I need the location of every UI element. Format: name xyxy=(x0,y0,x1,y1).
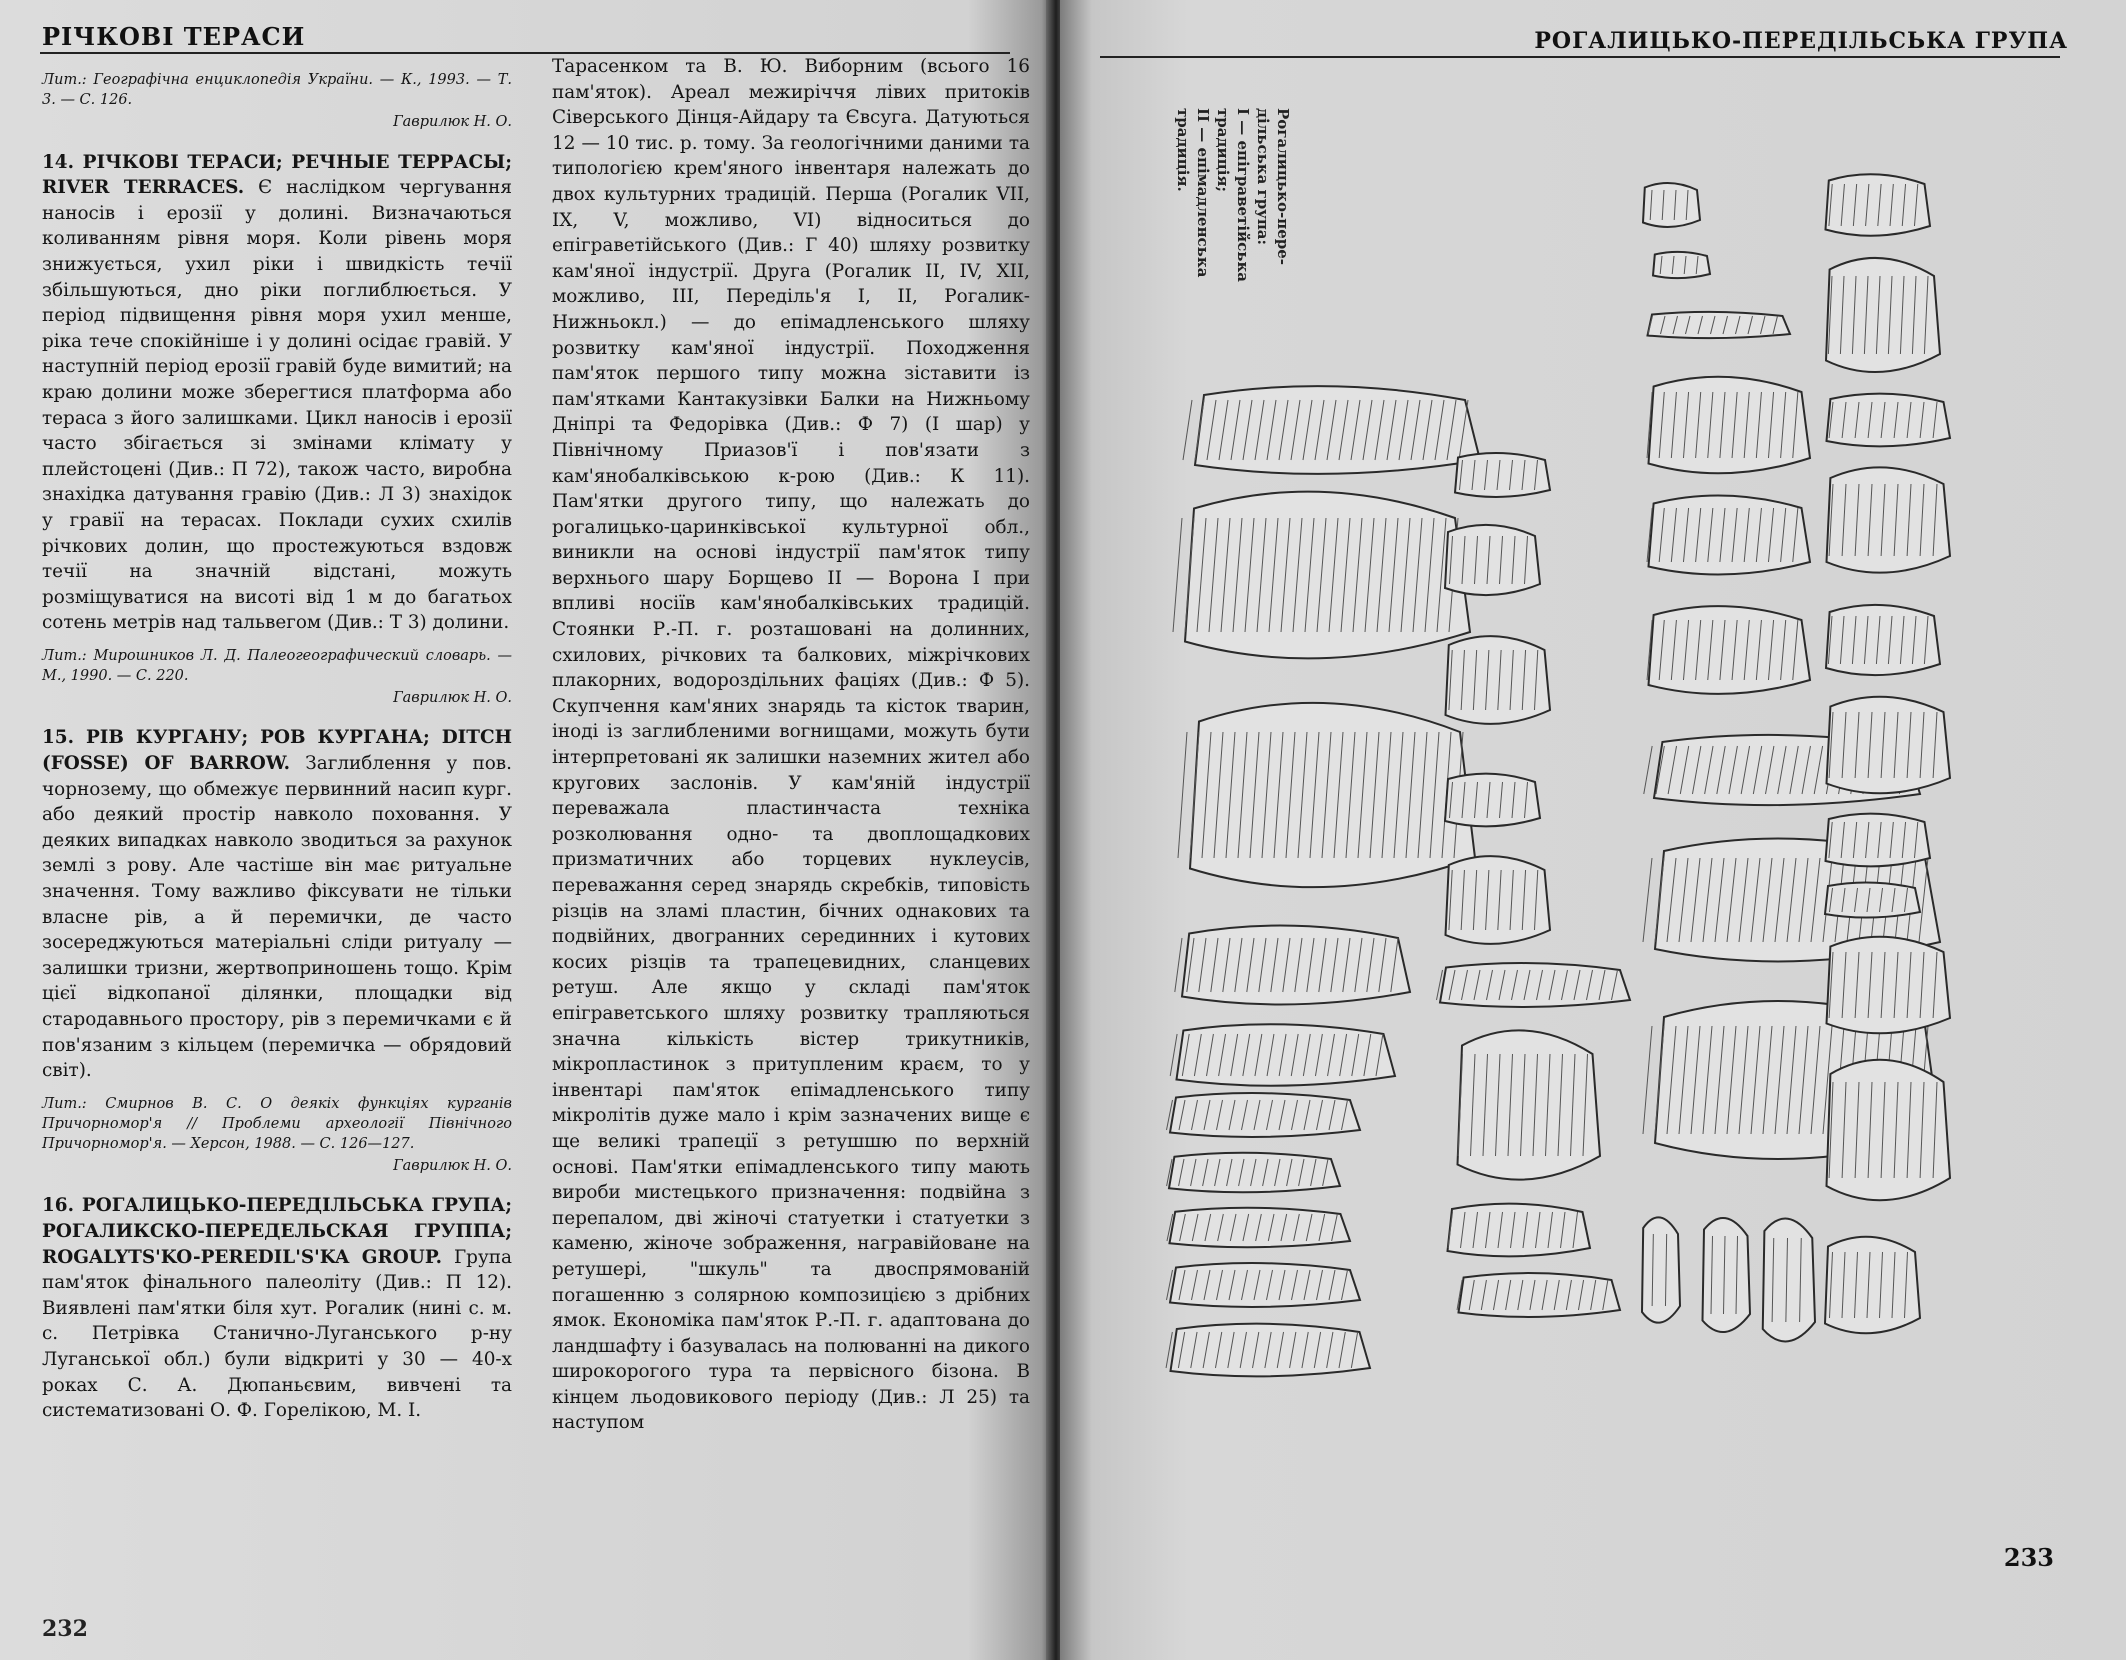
flint-tool-drawing xyxy=(1827,1060,1951,1200)
flint-tool-drawing xyxy=(1703,1218,1751,1332)
flint-tool-drawing xyxy=(1167,1153,1340,1193)
dictionary-entry xyxy=(42,150,512,636)
flint-tool-drawing xyxy=(1647,377,1810,474)
flint-tool-drawing xyxy=(1825,882,1920,917)
flint-tool-drawing xyxy=(1166,1324,1370,1377)
caption-line: дільська група: xyxy=(1254,108,1272,246)
dictionary-entry xyxy=(42,1193,512,1423)
flint-tool-drawing xyxy=(1827,467,1951,572)
entry-heading: 14. РІЧКОВІ ТЕРАСИ; РЕЧНЫЕ ТЕРРАСЫ; RIVER TERRACES. xyxy=(42,151,512,199)
flint-tool-drawing xyxy=(1653,252,1710,278)
page-number-right: 233 xyxy=(2003,1543,2054,1572)
flint-tool-drawing xyxy=(1175,926,1410,1005)
caption-line: традиція. xyxy=(1174,108,1192,192)
bibliography-note: Лит.: Географічна енциклопедія України. — К., 1993. — Т. 3. — С. 126. xyxy=(42,72,512,108)
flint-tool-drawing xyxy=(1825,1237,1920,1334)
flint-tool-drawing xyxy=(1458,1030,1601,1179)
dictionary-entry xyxy=(42,725,512,1083)
author-signature: Гаврилюк Н. О. xyxy=(393,689,512,706)
caption-line: традиція; xyxy=(1214,108,1232,193)
flint-tool-drawing xyxy=(1167,1263,1361,1307)
header-rule-right xyxy=(1100,56,2060,58)
author-signature: Гаврилюк Н. О. xyxy=(393,1157,512,1174)
flint-tool-drawing xyxy=(1647,496,1810,575)
entry-body: Заглиблення у пов. чорнозему, що обмежує первинний насип кург. або деякий простір навколо поховання. У деяких випадках навколо зводиться за рахунок землі з рову. Але частіше він має ритуальне значення. Тому важливо фіксувати не тільки власне рів, а й перемички, де часто зосереджуються матеріальні сліди ритуалу — залишки тризни, жертвоприношень тощо. Крім цієї відкопаної ділянки, площадки від стародавнього простору, рів з перемичками є й пов'язаним з кільцем (перемичка — обрядовий світ). xyxy=(42,753,512,1082)
flint-tool-drawing xyxy=(1827,937,1951,1034)
entry-heading: 16. РОГАЛИЦЬКО-ПЕРЕДІЛЬСЬКА ГРУПА; РОГАЛИКСКО-ПЕРЕДЕЛЬСКАЯ ГРУППА; ROGALYTS'KO-PEREDIL'S'KA GROUP. xyxy=(42,1195,512,1268)
running-head-right: РОГАЛИЦЬКО-ПЕРЕДІЛЬСЬКА ГРУПА xyxy=(1534,28,2068,54)
artifact-plate-illustration xyxy=(1120,130,2080,1450)
text-column-b xyxy=(552,54,1030,1442)
flint-tool-drawing xyxy=(1826,605,1940,675)
entry-body: Є наслідком чергування наносів і ерозії у долині. Визначаються коливанням рівня моря. Коли рівень моря знижується, ухил ріки і швидкість течії збільшуються, дно ріки поглиблюється. У період підвищення рівня моря ухил менше, ріка тече спокійніше і у долині осідає гравій. У наступній період ерозії гравій буде вимитий; на краю долини може зберегтися платформа або тераса з його залишками. Цикл наносів і ерозії часто збігається зі змінами клімату у плейстоцені (Див.: П 72), також часто, виробна знахідка датування гравію (Див.: Л 3) знахідок у гравії на терасах. Поклади сухих схилів річкових долин, що простежуються вздовж течії на значній відстані, можуть розміщуватися на висоті від 1 м до багатьох сотень метрів над тальвегом (Див.: Т 3) долини. xyxy=(42,177,512,634)
flint-tool-drawing xyxy=(1178,703,1475,887)
flint-tool-drawing xyxy=(1167,1208,1350,1248)
flint-tool-drawing xyxy=(1457,1273,1620,1317)
flint-tool-drawing xyxy=(1642,1217,1680,1322)
flint-tool-drawing xyxy=(1826,814,1931,867)
flint-tool-drawing xyxy=(1763,1219,1815,1342)
flint-tool-drawing xyxy=(1648,312,1791,338)
page-number-left: 232 xyxy=(42,1616,88,1642)
entry-heading: 15. РІВ КУРГАНУ; РОВ КУРГАНА; DITCH (FOSSE) OF BARROW. xyxy=(42,727,512,775)
caption-line: II — епімадленська xyxy=(1194,108,1212,278)
flint-tool-drawing xyxy=(1446,856,1551,944)
entry-body: Група пам'яток фінального палеоліту (Див.: П 12). Виявлені пам'ятки біля хут. Рогалик (нині с. м. с. Петрівка Станично-Луганського р-ну Луганської обл.) були відкриті у 30 — 40-х роках С. А. Дюпаньєвим, вивчені та систематизовані О. Ф. Горелікою, М. І. xyxy=(42,1246,513,1422)
flint-tool-drawing xyxy=(1167,1093,1361,1137)
flint-tool-drawing xyxy=(1183,386,1480,474)
running-head-left: РІЧКОВІ ТЕРАСИ xyxy=(42,22,306,51)
flint-tool-drawing xyxy=(1437,963,1631,1007)
caption-line: Рогалицько-пере- xyxy=(1274,108,1292,266)
bibliography-note: Лит.: Мирошников Л. Д. Палеогеографический словарь. — М., 1990. — С. 220. xyxy=(42,647,512,684)
text-column-a xyxy=(42,70,512,1434)
flint-tool-drawing xyxy=(1826,258,1940,372)
flint-tool-drawing xyxy=(1170,1024,1395,1085)
flint-tool-drawing xyxy=(1445,774,1540,827)
flint-tool-drawing xyxy=(1448,1204,1591,1257)
author-signature: Гаврилюк Н. О. xyxy=(393,114,512,130)
left-page xyxy=(0,0,1052,1660)
flint-tool-drawing xyxy=(1446,636,1551,724)
flint-tool-drawing xyxy=(1827,697,1951,794)
flint-tool-drawing xyxy=(1455,453,1550,497)
flint-tool-drawing xyxy=(1647,606,1810,694)
flint-tool-drawing xyxy=(1173,492,1470,659)
flint-tool-drawing xyxy=(1826,174,1931,235)
right-page xyxy=(1060,0,2126,1660)
bibliography-note: Лит.: Смирнов В. С. О деякіх функціях курганів Причорномор'я // Проблеми археології Північного Причорномор'я. — Херсон, 1988. — С. 126—127. xyxy=(42,1095,512,1152)
paragraph: Тарасенком та В. Ю. Виборним (всього 16 пам'яток). Ареал межиріччя лівих притоків Сіверського Дінця-Айдару та Євсуга. Датуються 12 — 10 тис. р. тому. За геологічними даними та типологією крем'яного інвентаря належать до двох культурних традицій. Перша (Рогалик VII, IX, V, можливо, VI) відноситься до епіграветійського (Див.: Г 40) шляху розвитку кам'яної індустрії. Друга (Рогалик II, IV, XII, можливо, III, Переділь'я I, II, Рогалик-Нижньокл.) — до епімадленського шляху розвитку кам'яної індустрії. Походження пам'яток першого типу можна зіставити із пам'ятками Кантакузівки Балки на Нижньому Дніпрі та Федорівка (Див.: Ф 7) (І шар) у Північному Приазов'ї і пов'язати з кам'янобалківською к-рою (Див.: К 11). Пам'ятки другого типу, що належать до рогалицько-царинківської культурної обл., виникли на основі індустрії пам'яток типу верхнього шару Борщево II — Ворона І при впливі носіїв кам'янобалківських традицій. Стоянки Р.-П. г. розташовані на долинних, схилових, річкових та балкових, міжрічкових плакорних, водороздільних фаціях (Див.: Ф 5). Скупчення кам'яних знарядь та кісток тварин, іноді із заглибленими вогнищами, можуть бути інтерпретовані як залишки наземних жител або кругових заслонів. У кам'яній індустрії переважала пластинчаста техніка розколювання одно- та двоплощадкових призматичних або торцевих нуклеусів, переважання серед знарядь скребків, типовість різців на зламі пластин, бічних однакових та подвійних, двогранних серединних і кутових косих різців та трапецевидних, сланцевих ретуш. Але якщо у складі пам'яток епіграветського шляху розвитку трапляються значна кількість вістер трикутників, мікропластинок з притупленим краєм, то у інвентарі пам'яток епімадленського типу мікролітів дуже мало і крім зазначених вище є ще великі трапеції з ретушшю по верхній основі. Пам'ятки епімадленського типу мають вироби мистецького призначення: подвійна з перепалом, дві жіночі статуетки і статуетки з каменю, жіноче зображення, награвійоване на ретушері, "шкуль" та двоспрямованій погашенню з солярною композицією з дрібних ямок. Економіка пам'яток Р.-П. г. адаптована до ландшафту і базувалась на полюванні на дикого широкорогого тура та первісного бізона. В кінцем льодовикового періоду (Див.: Л 25) та наступом xyxy=(552,56,1030,1434)
flint-tool-drawing xyxy=(1827,394,1951,447)
flint-tool-drawing xyxy=(1643,183,1700,227)
flint-tool-drawing xyxy=(1445,525,1540,595)
caption-line: I — епіграветійська xyxy=(1234,108,1252,283)
